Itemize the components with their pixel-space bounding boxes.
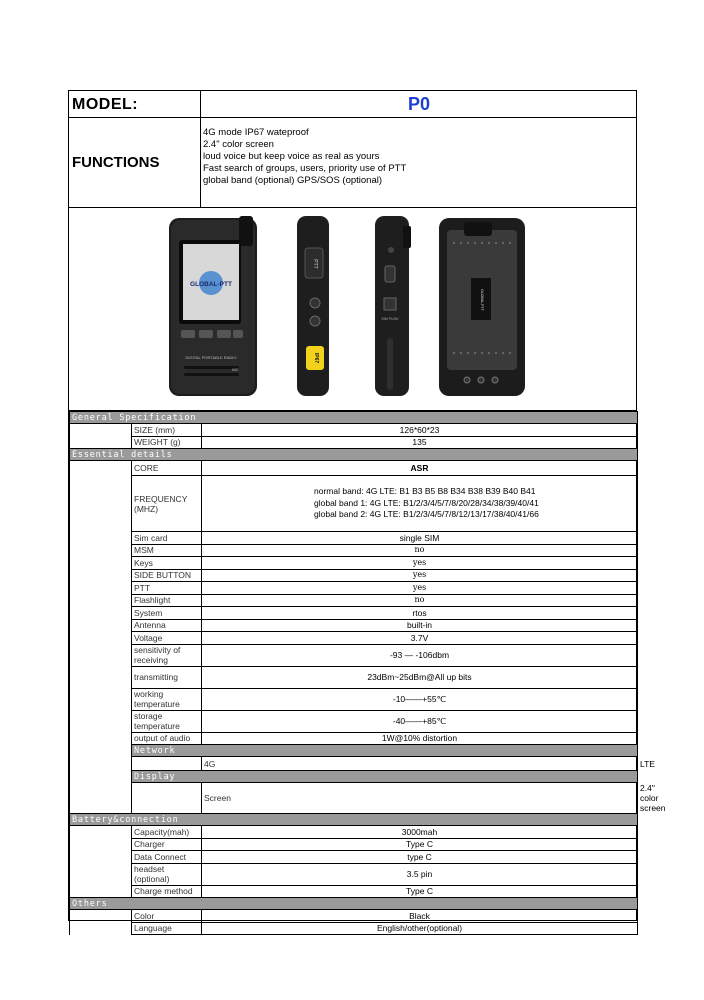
back-view — [439, 218, 525, 396]
functions-list — [201, 118, 637, 208]
table-row: MSM no — [70, 544, 638, 557]
side-view-left — [297, 216, 329, 396]
model-value: P0 — [201, 91, 637, 118]
back-logo: GLOBAL-PTT — [480, 289, 484, 311]
side-ptt-label: PTT — [312, 259, 318, 269]
functions-label: FUNCTIONS — [69, 118, 201, 208]
table-row: Keys yes — [70, 557, 638, 570]
section-others: Others — [70, 898, 638, 910]
sim-label: SIM PUSH — [381, 317, 399, 321]
function-item: 2.4" color screen — [203, 139, 274, 150]
table-row: System rtos — [70, 607, 638, 620]
table-row: Data Connect type C — [70, 851, 638, 864]
table-row: PTT yes — [70, 582, 638, 595]
product-views-image — [69, 208, 637, 411]
table-row: Language English/other(optional) — [70, 922, 638, 935]
spec-table — [69, 411, 666, 935]
front-view — [169, 216, 257, 396]
table-row: Screen 2.4" color screen — [70, 783, 638, 814]
function-item: Fast search of groups, users, priority use of PTT — [203, 163, 407, 174]
screen-logo: GLOBAL-PTT — [190, 281, 232, 288]
table-row: headset (optional) 3.5 pin — [70, 863, 638, 885]
table-row: 4G LTE — [70, 757, 638, 771]
table-row: Flashlight no — [70, 594, 638, 607]
function-item: loud voice but keep voice as real as yours — [203, 151, 380, 162]
side-view-right — [375, 216, 411, 396]
table-row: Color Black — [70, 910, 638, 923]
table-row: Voltage 3.7V — [70, 632, 638, 645]
table-row: Sim card single SIM — [70, 532, 638, 545]
table-row: FREQUENCY (MHZ) normal band: 4G LTE: B1 B3 B5 B8 B34 B38 B39 B40 B41 global band 1: 4G LTE: B1/2/3/4/5/7/8/20/28/34/38/39/40/41 global band 2: 4G LTE: B1/2/3/4/5/7/8/12/13/17/38/40/41/66 — [70, 476, 638, 532]
frequency-bands: normal band: 4G LTE: B1 B3 B5 B8 B34 B38 B39 B40 B41 global band 1: 4G LTE: B1/2/3/4/5/7/8/20/28/34/38/39/40/41 global band 2: 4G LTE: B1/2/3/4/5/7/8/12/13/17/38/40/41/66 — [202, 476, 638, 532]
product-photo — [69, 208, 637, 411]
table-row: CORE ASR — [70, 461, 638, 476]
table-row: SIDE BUTTON yes — [70, 569, 638, 582]
spec-sheet — [68, 90, 666, 934]
mic-label: MIC — [232, 368, 239, 372]
section-network: Network — [132, 745, 638, 757]
table-row: WEIGHT (g) 135 — [70, 436, 638, 449]
function-item: global band (optional) GPS/SOS (optional) — [203, 175, 383, 186]
table-row: Charge method Type C — [70, 885, 638, 898]
front-label: DIGITAL PORTABLE RADIO — [185, 355, 237, 360]
section-battery: Battery&connection — [70, 814, 638, 826]
table-row: sensitivity of receiving -93 — -106dbm — [70, 644, 638, 666]
model-label: MODEL: — [69, 91, 201, 118]
section-essential: Essential details — [70, 449, 638, 461]
table-row: working temperature -10——+55℃ — [70, 688, 638, 710]
table-row: output of audio 1W@10% distortion — [70, 732, 638, 745]
table-row: Antenna built-in — [70, 619, 638, 632]
section-display: Display — [132, 771, 638, 783]
table-row: SIZE (mm) 126*60*23 — [70, 424, 638, 437]
side-ip-label: IP67 — [313, 352, 319, 364]
table-row: Capacity(mah) 3000mah — [70, 826, 638, 839]
section-general: General Specification — [70, 412, 638, 424]
table-row: Charger Type C — [70, 838, 638, 851]
function-item: 4G mode IP67 wateproof — [203, 127, 309, 138]
table-row: transmitting 23dBm~25dBm@All up bits — [70, 666, 638, 688]
table-row: storage temperature -40——+85℃ — [70, 710, 638, 732]
